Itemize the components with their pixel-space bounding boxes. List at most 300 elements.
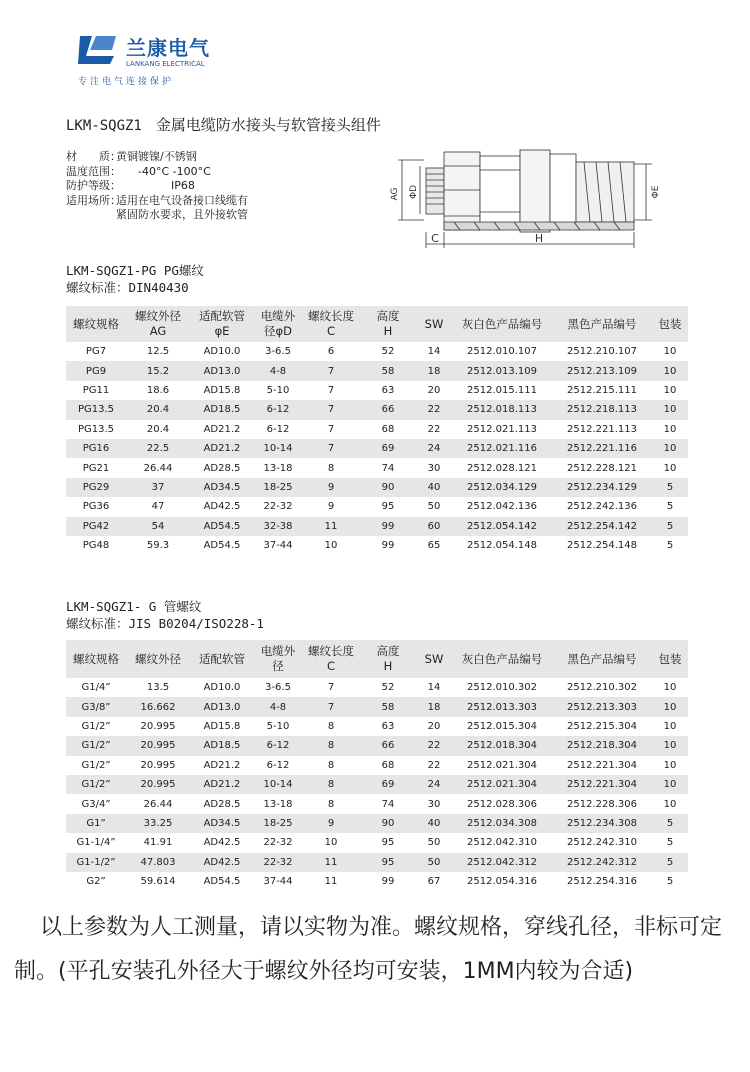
table-cell: 59.614	[126, 872, 190, 891]
table-cell: 2512.015.304	[452, 717, 552, 736]
table-cell: 5	[652, 814, 688, 833]
measurement-note	[14, 906, 744, 994]
table-cell: 2512.242.310	[552, 833, 652, 852]
table-cell: 2512.010.107	[452, 342, 552, 361]
drawing-label-h: H	[534, 232, 544, 245]
spec-label: 温度范围：	[66, 164, 121, 178]
table-cell: 2512.221.304	[552, 756, 652, 775]
table-cell: AD28.5	[190, 458, 254, 477]
column-header	[360, 640, 416, 678]
spec-value: 黄铜镀镍/不锈钢	[116, 150, 197, 163]
table-cell: 40	[416, 814, 452, 833]
table-cell: 37-44	[254, 872, 302, 891]
spec-value: 适用在电气设备接口线缆有	[116, 193, 248, 207]
brand-logo	[76, 30, 216, 86]
spec-label: 防护等级：	[66, 179, 121, 192]
column-header-line: 径	[272, 659, 284, 673]
table-cell: PG9	[66, 361, 126, 380]
table-cell: 11	[302, 517, 360, 536]
drawing-label-d: ΦD	[409, 184, 419, 200]
column-header	[190, 640, 254, 678]
column-header	[126, 640, 190, 678]
table-cell: 10	[652, 794, 688, 813]
column-header	[254, 306, 302, 342]
table-cell: 2512.242.312	[552, 853, 652, 872]
table-cell: G1-1/2”	[66, 853, 126, 872]
table-cell: 40	[416, 478, 452, 497]
table-row	[66, 794, 688, 813]
table-cell: 7	[302, 678, 360, 697]
column-header-line: 径φD	[264, 324, 292, 338]
table-cell: 18	[416, 361, 452, 380]
table-cell: PG29	[66, 478, 126, 497]
table-cell: 8	[302, 756, 360, 775]
table-cell: 47	[126, 497, 190, 516]
column-header	[552, 306, 652, 342]
table-row	[66, 400, 688, 419]
table-cell: 22	[416, 736, 452, 755]
column-header-line: 包装	[658, 651, 682, 666]
table-cell: PG13.5	[66, 400, 126, 419]
table-cell: 95	[360, 853, 416, 872]
table-cell: 2512.054.316	[452, 872, 552, 891]
table-cell: 2512.042.310	[452, 833, 552, 852]
table-cell: 20	[416, 717, 452, 736]
table-cell: 37-44	[254, 536, 302, 555]
table-cell: 8	[302, 458, 360, 477]
table-cell: 18-25	[254, 814, 302, 833]
table2-title: LKM-SQGZ1- G 管螺纹	[66, 599, 202, 614]
table-cell: AD21.2	[190, 439, 254, 458]
table-cell: 47.803	[126, 853, 190, 872]
table-cell: G3/8”	[66, 697, 126, 716]
table-cell: 10	[652, 400, 688, 419]
drawing-label-c: C	[431, 232, 439, 245]
table-cell: AD18.5	[190, 736, 254, 755]
table-cell: 9	[302, 814, 360, 833]
table2-heading	[66, 598, 264, 632]
column-header-line: 螺纹长度	[308, 309, 354, 323]
table-cell: 90	[360, 814, 416, 833]
table-cell: G1/2”	[66, 717, 126, 736]
table-cell: 50	[416, 833, 452, 852]
table-cell: 2512.054.142	[452, 517, 552, 536]
table-row	[66, 478, 688, 497]
product-model: LKM-SQGZ1	[66, 118, 142, 134]
column-header-line: 电缆外	[260, 644, 296, 658]
table-cell: 2512.021.113	[452, 420, 552, 439]
column-header-line: C	[326, 324, 336, 338]
spec-row	[66, 165, 248, 180]
table-cell: 9	[302, 497, 360, 516]
table-cell: G1/2”	[66, 756, 126, 775]
table-cell: 8	[302, 794, 360, 813]
table-cell: 16.662	[126, 697, 190, 716]
table-cell: 18-25	[254, 478, 302, 497]
table-cell: 66	[360, 736, 416, 755]
table-cell: AD28.5	[190, 794, 254, 813]
column-header-line: 螺纹规格	[73, 316, 119, 331]
table-cell: 4-8	[254, 697, 302, 716]
table-cell: PG21	[66, 458, 126, 477]
table-row	[66, 381, 688, 400]
table-cell: 90	[360, 478, 416, 497]
table-cell: 50	[416, 497, 452, 516]
table-cell: 4-8	[254, 361, 302, 380]
column-header	[254, 640, 302, 678]
table-cell: 2512.221.304	[552, 775, 652, 794]
table-cell: AD18.5	[190, 400, 254, 419]
table-cell: 22	[416, 400, 452, 419]
table-cell: 2512.228.306	[552, 794, 652, 813]
table-cell: 10	[652, 756, 688, 775]
column-header	[452, 640, 552, 678]
table-cell: 9	[302, 478, 360, 497]
table-cell: 2512.254.148	[552, 536, 652, 555]
table-cell: 63	[360, 381, 416, 400]
table-cell: 6-12	[254, 400, 302, 419]
table-cell: 6	[302, 342, 360, 361]
column-header	[302, 306, 360, 342]
table-cell: 30	[416, 794, 452, 813]
table-cell: 10	[652, 697, 688, 716]
column-header-line: H	[383, 324, 393, 338]
table-cell: 2512.242.136	[552, 497, 652, 516]
table-cell: 2512.218.113	[552, 400, 652, 419]
table-cell: 2512.254.316	[552, 872, 652, 891]
table-cell: 95	[360, 833, 416, 852]
table-cell: 99	[360, 872, 416, 891]
table-cell: G1-1/4”	[66, 833, 126, 852]
table-cell: 18	[416, 697, 452, 716]
table-cell: 2512.028.121	[452, 458, 552, 477]
table-cell: 60	[416, 517, 452, 536]
spec-value: IP68	[116, 179, 195, 192]
note-text: 以上参数为人工测量，请以实物为准。螺纹规格，穿线孔径，非标可定制。(平孔安装孔外径大于螺纹外径均可安装，1MM内较为合适)	[14, 915, 723, 984]
table-cell: AD21.2	[190, 775, 254, 794]
table-cell: PG16	[66, 439, 126, 458]
table-cell: 13.5	[126, 678, 190, 697]
table-cell: 2512.213.109	[552, 361, 652, 380]
table-cell: G1/2”	[66, 775, 126, 794]
table-cell: 10	[652, 439, 688, 458]
column-header-line: 螺纹外径	[135, 651, 181, 666]
table-row	[66, 736, 688, 755]
spec-label: 材 质：	[66, 150, 121, 163]
column-header-line: 高度	[376, 309, 400, 323]
table-cell: AD13.0	[190, 361, 254, 380]
table-cell: 5	[652, 478, 688, 497]
table-cell: G3/4”	[66, 794, 126, 813]
table-cell: 20.4	[126, 420, 190, 439]
table-cell: AD10.0	[190, 342, 254, 361]
table-cell: 20.995	[126, 736, 190, 755]
table-cell: 20.995	[126, 775, 190, 794]
column-header-line: 高度	[376, 644, 400, 658]
table-cell: 22-32	[254, 853, 302, 872]
table-cell: 30	[416, 458, 452, 477]
table-cell: 20.995	[126, 717, 190, 736]
table-cell: 52	[360, 342, 416, 361]
table-cell: AD21.2	[190, 756, 254, 775]
brand-name-cn: 兰康电气	[126, 36, 210, 60]
table-cell: 2512.028.306	[452, 794, 552, 813]
table-cell: PG36	[66, 497, 126, 516]
table-row	[66, 697, 688, 716]
table-cell: 2512.034.308	[452, 814, 552, 833]
spec-row	[66, 179, 248, 194]
column-header-line: 螺纹长度	[308, 644, 354, 658]
table-cell: 22-32	[254, 497, 302, 516]
table-cell: G1”	[66, 814, 126, 833]
table-cell: 26.44	[126, 458, 190, 477]
spec-row	[66, 194, 248, 209]
table-cell: G1/4”	[66, 678, 126, 697]
table-cell: 10	[652, 458, 688, 477]
column-header-line: 灰白色产品编号	[461, 316, 543, 331]
table-row	[66, 439, 688, 458]
table-cell: 41.91	[126, 833, 190, 852]
table-cell: 10	[652, 420, 688, 439]
table-cell: 3-6.5	[254, 342, 302, 361]
table-cell: 20	[416, 381, 452, 400]
spec-label: 适用场所：	[66, 193, 121, 207]
table-cell: 2512.034.129	[452, 478, 552, 497]
column-header	[302, 640, 360, 678]
table-cell: 2512.221.113	[552, 420, 652, 439]
table-cell: PG13.5	[66, 420, 126, 439]
table-cell: 10	[652, 736, 688, 755]
table-cell: 10	[652, 381, 688, 400]
column-header	[66, 640, 126, 678]
table-cell: AD13.0	[190, 697, 254, 716]
table-cell: 69	[360, 439, 416, 458]
table-cell: 14	[416, 678, 452, 697]
table-cell: 37	[126, 478, 190, 497]
table-cell: 99	[360, 536, 416, 555]
table-cell: 10	[652, 775, 688, 794]
table-cell: 74	[360, 458, 416, 477]
spec-label	[66, 208, 116, 223]
table-cell: 15.2	[126, 361, 190, 380]
table-cell: 26.44	[126, 794, 190, 813]
table1-title: LKM-SQGZ1-PG PG螺纹	[66, 263, 204, 278]
spec-value: -40°C -100°C	[116, 164, 211, 178]
table-cell: 54	[126, 517, 190, 536]
table-cell: 68	[360, 756, 416, 775]
column-header-line: AG	[149, 324, 167, 338]
table-cell: 2512.042.312	[452, 853, 552, 872]
table-cell: 8	[302, 717, 360, 736]
table-cell: PG42	[66, 517, 126, 536]
table-row	[66, 756, 688, 775]
table-cell: 68	[360, 420, 416, 439]
table-cell: 22	[416, 756, 452, 775]
table-cell: 10	[302, 833, 360, 852]
table-cell: PG48	[66, 536, 126, 555]
table-cell: 7	[302, 439, 360, 458]
column-header	[360, 306, 416, 342]
column-header-line: SW	[424, 651, 444, 666]
column-header-line: 包装	[658, 316, 682, 331]
table-cell: 10	[302, 536, 360, 555]
table-cell: 2512.010.302	[452, 678, 552, 697]
table2-standard: 螺纹标准：JIS B0204/ISO228-1	[66, 616, 264, 631]
table-cell: 2512.215.111	[552, 381, 652, 400]
table-header-row	[66, 640, 688, 678]
table-cell: 10	[652, 361, 688, 380]
table-cell: 2512.254.142	[552, 517, 652, 536]
column-header-line: 螺纹规格	[73, 651, 119, 666]
table-cell: 5	[652, 517, 688, 536]
table-cell: 33.25	[126, 814, 190, 833]
table-cell: AD34.5	[190, 814, 254, 833]
table-cell: 22.5	[126, 439, 190, 458]
spec-list	[66, 150, 248, 223]
table-cell: 2512.018.113	[452, 400, 552, 419]
table-row	[66, 833, 688, 852]
table-cell: 18.6	[126, 381, 190, 400]
product-title	[66, 114, 381, 135]
table-cell: 24	[416, 775, 452, 794]
table-row	[66, 497, 688, 516]
column-header-line: 适配软管	[199, 309, 245, 323]
table1-heading	[66, 262, 204, 296]
table-row	[66, 536, 688, 555]
table-cell: 10-14	[254, 775, 302, 794]
table-cell: 2512.234.308	[552, 814, 652, 833]
table-cell: 5-10	[254, 717, 302, 736]
table-row	[66, 517, 688, 536]
column-header-line: 螺纹外径	[135, 309, 181, 323]
drawing-label-e: ΦE	[651, 185, 661, 199]
table-row	[66, 458, 688, 477]
table-cell: 2512.210.302	[552, 678, 652, 697]
table-cell: 52	[360, 678, 416, 697]
spec-value: 紧固防水要求，且外接软管	[116, 208, 248, 221]
table-cell: 8	[302, 775, 360, 794]
table-cell: G1/2”	[66, 736, 126, 755]
table-cell: 5	[652, 853, 688, 872]
table-cell: 12.5	[126, 342, 190, 361]
table-cell: 10-14	[254, 439, 302, 458]
table-cell: 66	[360, 400, 416, 419]
table-cell: 2512.021.116	[452, 439, 552, 458]
product-drawing	[384, 140, 684, 252]
lankang-logo-icon	[76, 30, 120, 70]
table-cell: 2512.228.121	[552, 458, 652, 477]
drawing-label-ag: AG	[390, 187, 400, 201]
column-header	[126, 306, 190, 342]
table-cell: 74	[360, 794, 416, 813]
table-cell: 14	[416, 342, 452, 361]
table-cell: 5-10	[254, 381, 302, 400]
table-cell: 3-6.5	[254, 678, 302, 697]
column-header-line: 黑色产品编号	[567, 316, 637, 331]
column-header-line: C	[326, 659, 336, 673]
table-cell: 95	[360, 497, 416, 516]
table-row	[66, 717, 688, 736]
table-cell: 58	[360, 361, 416, 380]
table-cell: G2”	[66, 872, 126, 891]
table-cell: AD42.5	[190, 497, 254, 516]
table-cell: 2512.042.136	[452, 497, 552, 516]
table-cell: 13-18	[254, 794, 302, 813]
table-cell: 2512.215.304	[552, 717, 652, 736]
column-header	[652, 306, 688, 342]
spec-row	[66, 150, 248, 165]
table-cell: 67	[416, 872, 452, 891]
table-cell: 50	[416, 853, 452, 872]
spec-row	[66, 208, 248, 223]
table-cell: 2512.234.129	[552, 478, 652, 497]
table-cell: 2512.210.107	[552, 342, 652, 361]
table-cell: AD10.0	[190, 678, 254, 697]
table-cell: 24	[416, 439, 452, 458]
table-row	[66, 678, 688, 697]
table-cell: AD21.2	[190, 420, 254, 439]
table-cell: 8	[302, 736, 360, 755]
table-cell: 7	[302, 697, 360, 716]
table-cell: 2512.213.303	[552, 697, 652, 716]
column-header	[416, 306, 452, 342]
table-cell: 6-12	[254, 756, 302, 775]
table-cell: 2512.221.116	[552, 439, 652, 458]
table-cell: 7	[302, 420, 360, 439]
column-header-line: 灰白色产品编号	[461, 651, 543, 666]
table-row	[66, 814, 688, 833]
table-cell: 2512.021.304	[452, 775, 552, 794]
column-header-line: φE	[214, 324, 230, 338]
column-header-line: 电缆外	[260, 309, 296, 323]
column-header	[652, 640, 688, 678]
table-row	[66, 775, 688, 794]
g-thread-table	[66, 640, 688, 891]
table-cell: 5	[652, 497, 688, 516]
column-header-line: H	[383, 659, 393, 673]
brand-name-en: LANKANG ELECTRICAL	[126, 60, 205, 68]
table-cell: 32-38	[254, 517, 302, 536]
table-cell: 6-12	[254, 420, 302, 439]
table-cell: 2512.218.304	[552, 736, 652, 755]
table-cell: 2512.015.111	[452, 381, 552, 400]
table-cell: 11	[302, 872, 360, 891]
table-cell: 22	[416, 420, 452, 439]
table-cell: 10	[652, 717, 688, 736]
table-cell: 2512.013.303	[452, 697, 552, 716]
table-cell: 99	[360, 517, 416, 536]
column-header	[416, 640, 452, 678]
table-cell: 5	[652, 872, 688, 891]
column-header-line: SW	[424, 316, 444, 331]
table-row	[66, 342, 688, 361]
table-cell: 22-32	[254, 833, 302, 852]
table-cell: 59.3	[126, 536, 190, 555]
table-cell: 10	[652, 342, 688, 361]
table-cell: 7	[302, 400, 360, 419]
table-cell: 63	[360, 717, 416, 736]
column-header	[552, 640, 652, 678]
table-cell: PG7	[66, 342, 126, 361]
table-cell: 7	[302, 381, 360, 400]
table-cell: AD15.8	[190, 381, 254, 400]
table-cell: 69	[360, 775, 416, 794]
column-header	[190, 306, 254, 342]
table-cell: 5	[652, 833, 688, 852]
table-cell: 11	[302, 853, 360, 872]
table-cell: 2512.018.304	[452, 736, 552, 755]
column-header	[66, 306, 126, 342]
